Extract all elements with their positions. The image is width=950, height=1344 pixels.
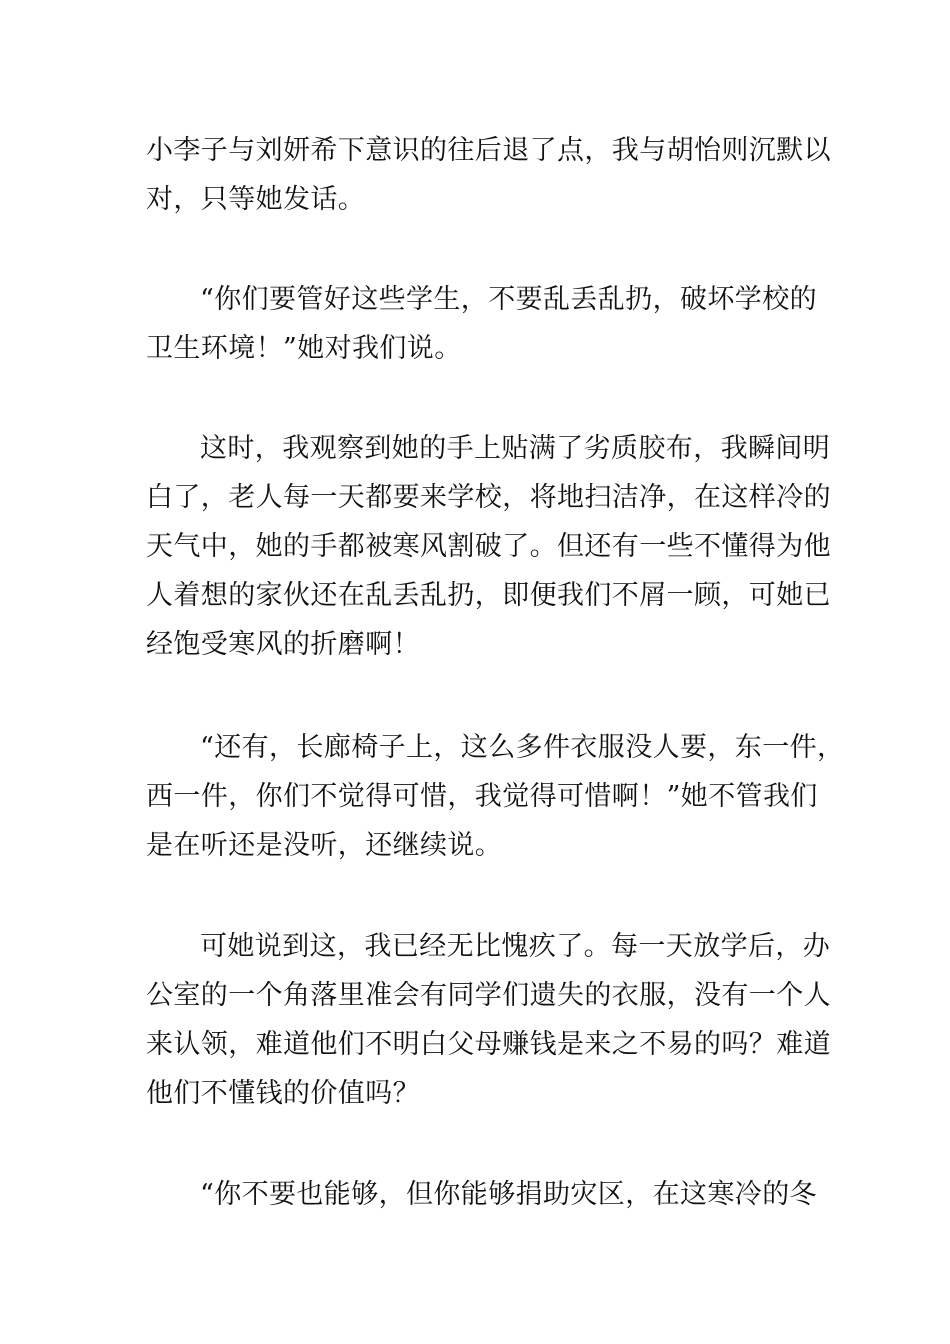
text-line: 小李子与刘妍希下意识的往后退了点，我与胡怡则沉默以 <box>146 135 831 166</box>
text-line: 人着想的家伙还在乱丢乱扔，即便我们不屑一顾，可她已 <box>146 580 831 611</box>
text-line: 经饱受寒风的折磨啊！ <box>146 629 420 660</box>
paragraph-4 <box>146 723 845 870</box>
text-line: 白了，老人每一天都要来学校，将地扫洁净，在这样冷的 <box>146 482 831 513</box>
paragraph-2 <box>146 275 816 373</box>
paragraph-3 <box>146 424 831 669</box>
text-line: 对，只等她发话。 <box>146 184 366 215</box>
text-line: 公室的一个角落里准会有同学们遗失的衣服，没有一个人 <box>146 980 831 1011</box>
text-line: 卫生环境！”她对我们说。 <box>146 333 462 364</box>
paragraph-6 <box>146 1170 816 1219</box>
text-line: 天气中，她的手都被寒风割破了。但还有一些不懂得为他 <box>146 531 831 562</box>
paragraph-1 <box>146 126 831 224</box>
text-line: “还有，长廊椅子上，这么多件衣服没人要，东一件， <box>200 732 845 763</box>
text-line: “你不要也能够，但你能够捐助灾区，在这寒冷的冬 <box>200 1179 818 1210</box>
text-line: 他们不懂钱的价值吗？ <box>146 1078 420 1109</box>
text-line: 西一件，你们不觉得可惜，我觉得可惜啊！”她不管我们 <box>146 781 818 812</box>
text-line: 这时，我观察到她的手上贴满了劣质胶布，我瞬间明 <box>200 433 831 464</box>
text-line: 可她说到这，我已经无比愧疚了。每一天放学后，办 <box>200 931 831 962</box>
text-line: 是在听还是没听，还继续说。 <box>146 830 503 861</box>
text-line: “你们要管好这些学生，不要乱丢乱扔，破坏学校的 <box>200 284 818 315</box>
text-line: 来认领，难道他们不明白父母赚钱是来之不易的吗？难道 <box>146 1029 831 1060</box>
paragraph-5 <box>146 922 831 1118</box>
